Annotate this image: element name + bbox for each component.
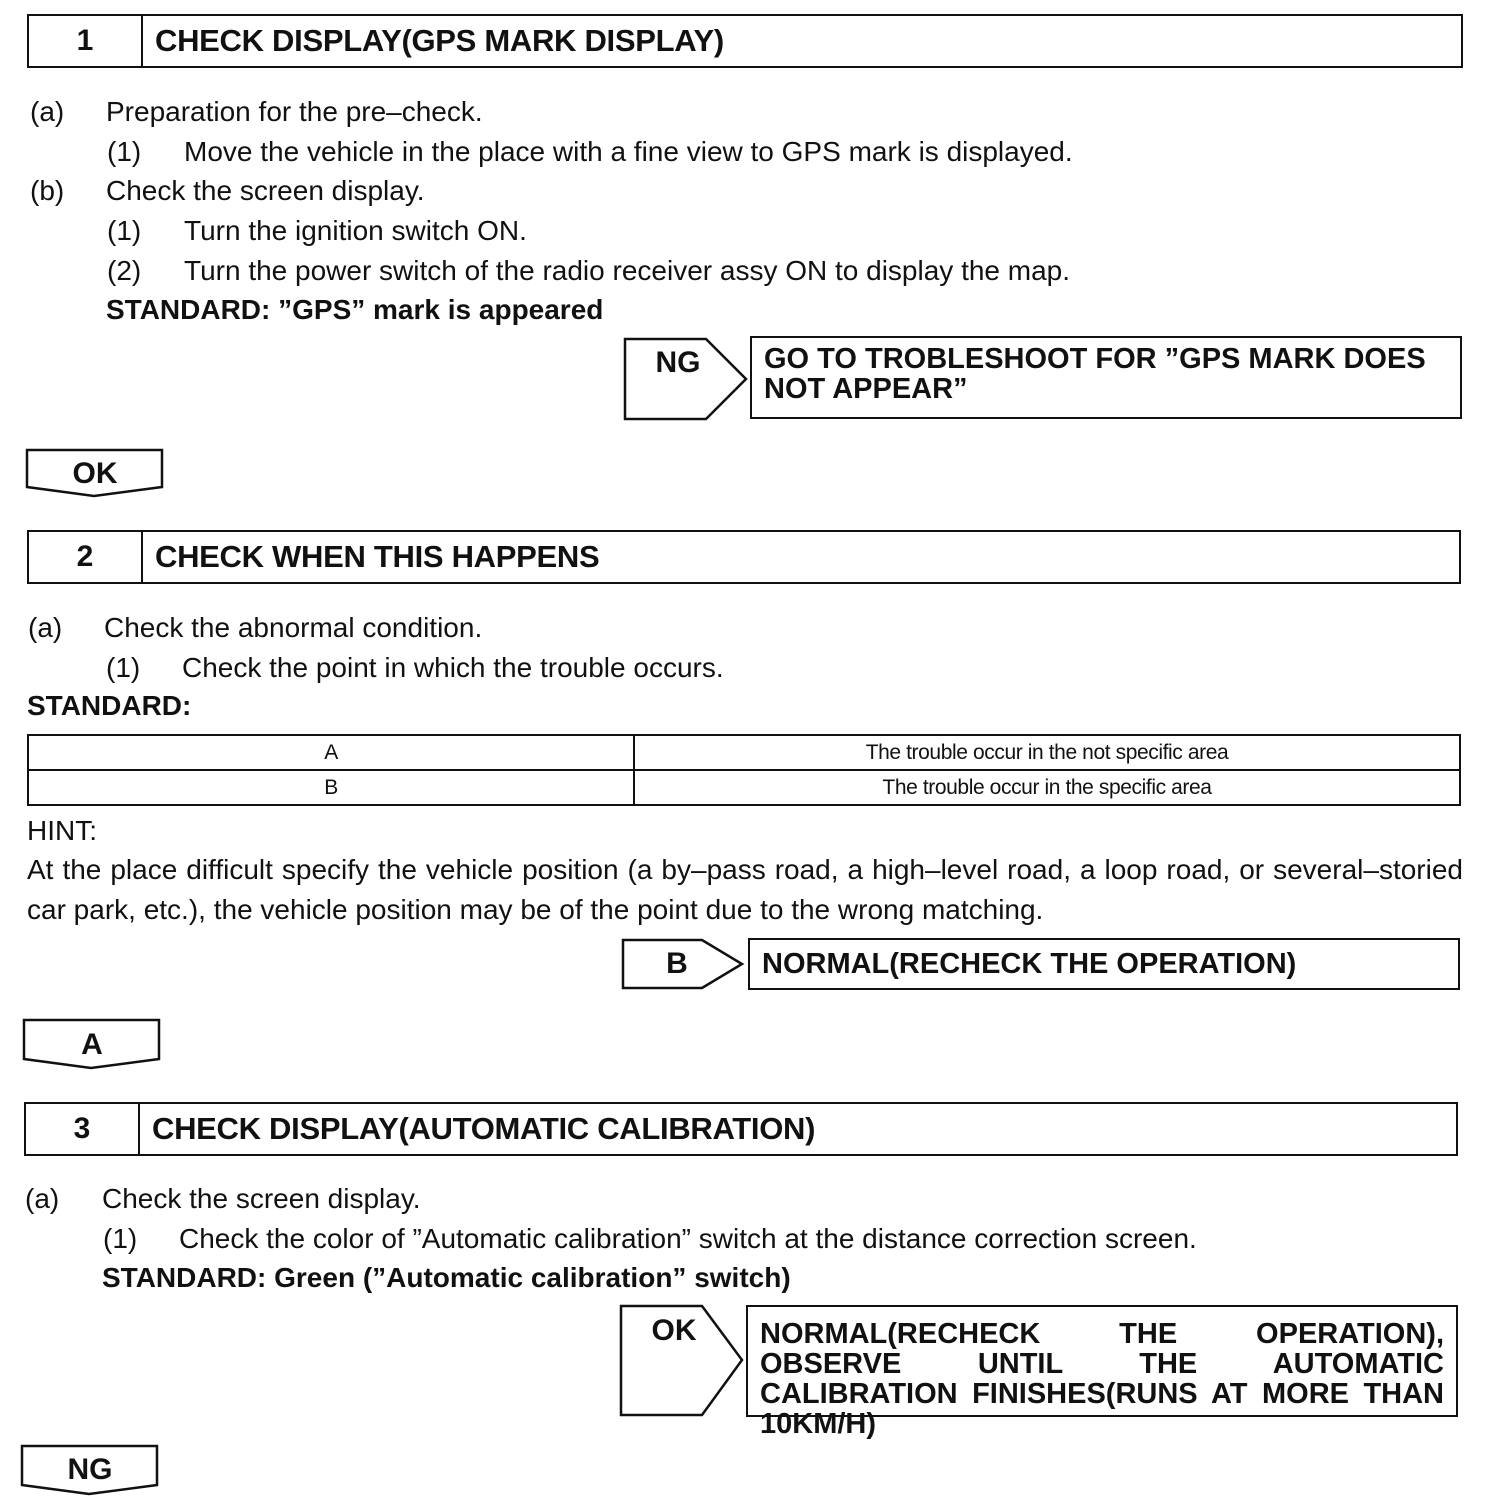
step3-next-label: NG bbox=[67, 1453, 113, 1486]
step2-a1-label: (1) bbox=[106, 652, 141, 683]
table-cell-value: The trouble occur in the not specific area bbox=[634, 735, 1460, 770]
step2-hint-label: HINT: bbox=[27, 815, 97, 846]
table-cell-key: A bbox=[28, 735, 634, 770]
step2-a-text: Check the abnormal condition. bbox=[104, 612, 483, 643]
step1-b-label: (b) bbox=[30, 175, 65, 206]
step1-a1-label: (1) bbox=[107, 136, 142, 167]
step3-number: 3 bbox=[26, 1104, 140, 1154]
step2-title: CHECK WHEN THIS HAPPENS bbox=[155, 539, 600, 574]
step3-a-text: Check the screen display. bbox=[102, 1183, 421, 1214]
table-row bbox=[28, 735, 1460, 770]
step1-a-label: (a) bbox=[30, 96, 65, 127]
step1-branch-result: GO TO TROBLESHOOT FOR ”GPS MARK DOES NOT APPEAR” bbox=[750, 336, 1462, 419]
step2-hint-text: At the place difficult specify the vehicle position (a by–pass road, a high–level road, a loop road, or several–storied car park, etc.), the vehicle position may be of the point due to the wrong matching. bbox=[27, 854, 1463, 925]
step2-branch-label: B bbox=[666, 947, 688, 980]
step2-branch-result: NORMAL(RECHECK THE OPERATION) bbox=[748, 938, 1460, 990]
step1-b2-label: (2) bbox=[107, 255, 142, 286]
step1-b1-text: Turn the ignition switch ON. bbox=[184, 215, 527, 246]
step3-branch-result: NORMAL(RECHECK THE OPERATION), OBSERVE UNTIL THE AUTOMATIC CALIBRATION FINISHES(RUNS AT MORE THAN 10KM/H) bbox=[746, 1305, 1458, 1417]
step1-branch-label: NG bbox=[655, 346, 701, 379]
step3-title: CHECK DISPLAY(AUTOMATIC CALIBRATION) bbox=[152, 1111, 816, 1146]
step3-a1-text: Check the color of ”Automatic calibration” switch at the distance correction screen. bbox=[179, 1223, 1197, 1254]
step1-standard: STANDARD: ”GPS” mark is appeared bbox=[106, 294, 604, 325]
step2-header bbox=[27, 530, 1461, 584]
step3-a1-label: (1) bbox=[103, 1223, 138, 1254]
step3-header bbox=[24, 1102, 1458, 1156]
step2-standard-table bbox=[27, 734, 1461, 806]
table-row bbox=[28, 770, 1460, 805]
step1-title: CHECK DISPLAY(GPS MARK DISPLAY) bbox=[155, 23, 724, 58]
step1-number: 1 bbox=[29, 16, 143, 66]
step1-next-label: OK bbox=[72, 457, 118, 490]
step2-a1-text: Check the point in which the trouble occurs. bbox=[182, 652, 724, 683]
step3-a-label: (a) bbox=[25, 1183, 60, 1214]
step1-b-text: Check the screen display. bbox=[106, 175, 425, 206]
step1-b1-label: (1) bbox=[107, 215, 142, 246]
step1-header bbox=[27, 14, 1463, 68]
table-cell-value: The trouble occur in the specific area bbox=[634, 770, 1460, 805]
table-cell-key: B bbox=[28, 770, 634, 805]
step3-branch-label: OK bbox=[651, 1314, 697, 1347]
step2-next-label: A bbox=[81, 1028, 103, 1061]
step2-standard-label: STANDARD: bbox=[27, 690, 192, 721]
step2-a-label: (a) bbox=[28, 612, 63, 643]
step1-b2-text: Turn the power switch of the radio receiver assy ON to display the map. bbox=[184, 255, 1071, 286]
step1-a-text: Preparation for the pre–check. bbox=[106, 96, 483, 127]
step1-a1-text: Move the vehicle in the place with a fine view to GPS mark is displayed. bbox=[184, 136, 1073, 167]
step3-standard: STANDARD: Green (”Automatic calibration” switch) bbox=[102, 1262, 791, 1293]
step2-number: 2 bbox=[29, 532, 143, 582]
